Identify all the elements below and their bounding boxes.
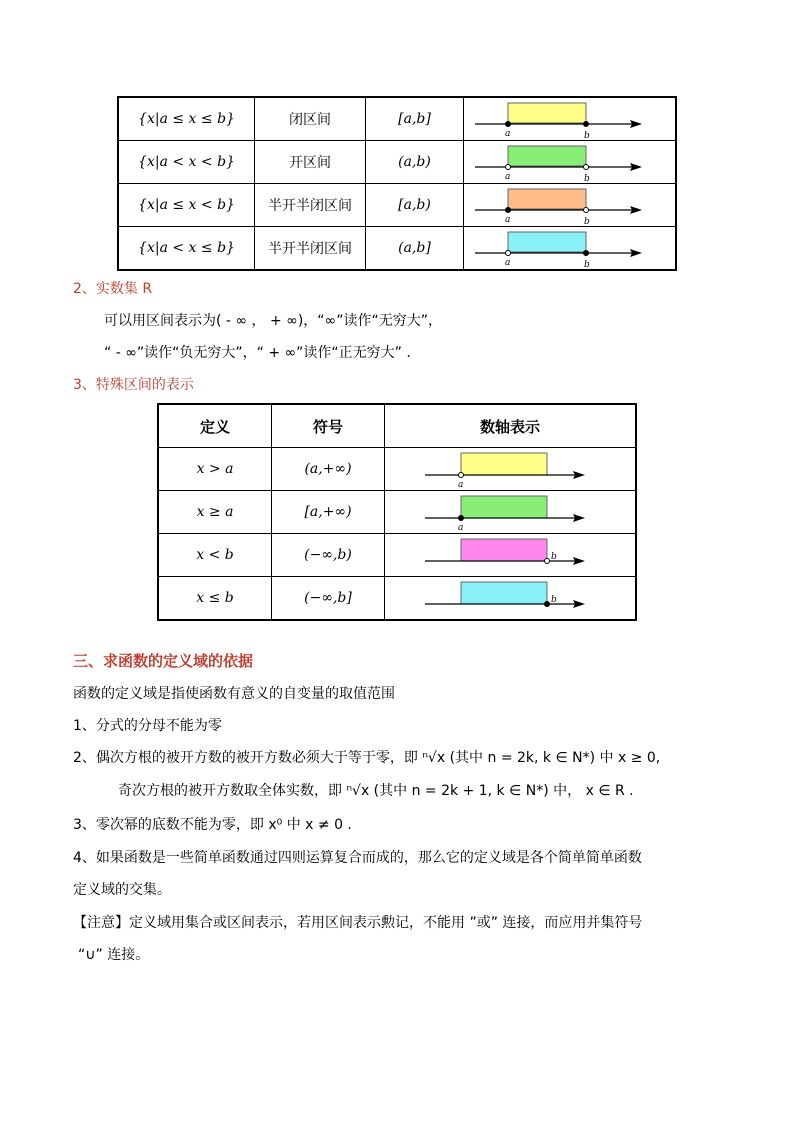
endpoint-label: b (551, 595, 557, 605)
interval-symbol: [a,+∞) (272, 491, 385, 534)
number-line-cell (385, 491, 637, 534)
endpoint-label: b (551, 552, 557, 562)
table-row (158, 448, 636, 491)
endpoint-label: a (458, 480, 464, 489)
section-2-line2: “ - ∞”读作“负无穷大”，“ + ∞”读作“正无穷大” . (104, 345, 411, 361)
endpoint-a-label: a (504, 129, 510, 139)
endpoint-b-label: b (583, 260, 590, 268)
endpoint (459, 516, 464, 521)
interval-symbol: (−∞,b] (272, 577, 385, 621)
number-line (470, 142, 670, 182)
interval-symbol: (a,+∞) (272, 448, 385, 491)
number-line (470, 99, 670, 139)
endpoint-b (583, 122, 588, 127)
table-row (158, 491, 636, 534)
part-3-intro: 函数的定义域是指使函数有意义的自变量的取值范围 (73, 686, 395, 702)
endpoint (459, 473, 464, 478)
number-line (470, 228, 670, 268)
header-definition: 定义 (158, 404, 272, 448)
header-number-line: 数轴表示 (385, 404, 637, 448)
table-row (118, 141, 676, 184)
table-row (158, 534, 636, 577)
rule-1: 1、分式的分母不能为零 (73, 718, 222, 734)
endpoint-b-label: b (583, 174, 590, 182)
interval-name: 闭区间 (255, 97, 366, 141)
set-notation: {x|a ≤ x ≤ b} (118, 97, 255, 141)
number-line (425, 535, 595, 575)
endpoint-b (583, 165, 588, 170)
interval-fill (461, 582, 547, 604)
table-row (118, 97, 676, 141)
definition: x ≥ a (158, 491, 272, 534)
endpoint-b-label: b (583, 131, 590, 139)
interval-name: 半开半闭区间 (255, 227, 366, 271)
number-line-cell (385, 577, 637, 621)
header-symbol: 符号 (272, 404, 385, 448)
endpoint-b (583, 251, 588, 256)
interval-table (117, 96, 677, 271)
number-line (470, 185, 670, 225)
endpoint-a-label: a (504, 215, 510, 225)
endpoint (545, 559, 550, 564)
number-line-cell (385, 448, 637, 491)
interval-fill (461, 539, 547, 561)
interval-notation: [a,b] (366, 97, 464, 141)
part-3-heading: 三、求函数的定义域的依据 (73, 652, 254, 670)
section-2-line1: 可以用区间表示为( - ∞ ， + ∞)，“∞”读作“无穷大”， (104, 313, 442, 329)
interval-notation: (a,b) (366, 141, 464, 184)
endpoint-a (505, 208, 510, 213)
number-line-cell (464, 97, 677, 141)
definition: x ≤ b (158, 577, 272, 621)
endpoint-a (505, 122, 510, 127)
number-line-cell (464, 141, 677, 184)
interval-notation: (a,b] (366, 227, 464, 271)
interval-name: 半开半闭区间 (255, 184, 366, 227)
rule-2a: 2、偶次方根的被开方数的被开方数必须大于等于零，即 ⁿ√x (其中 n = 2k, k ∈ N*) 中 x ≥ 0, (73, 750, 661, 766)
interval-fill (461, 453, 547, 475)
note-line-2: “∪” 连接。 (78, 947, 150, 963)
endpoint-label: a (458, 523, 464, 532)
section-3-heading: 3、特殊区间的表示 (73, 377, 194, 393)
rule-2b: 奇次方根的被开方数取全体实数，即 ⁿ√x (其中 n = 2k + 1, k ∈ N*) 中， x ∈ R . (118, 783, 634, 799)
endpoint-a-label: a (504, 172, 510, 182)
definition: x > a (158, 448, 272, 491)
interval-notation: [a,b) (366, 184, 464, 227)
interval-fill (508, 146, 586, 166)
endpoint (545, 602, 550, 607)
rule-4b: 定义域的交集。 (73, 882, 171, 898)
table-row (158, 577, 636, 621)
table-header-row (158, 404, 636, 448)
interval-fill (461, 496, 547, 518)
number-line-cell (464, 227, 677, 271)
endpoint-a (505, 165, 510, 170)
number-line-cell (385, 534, 637, 577)
number-line (425, 492, 595, 532)
set-notation: {x|a ≤ x < b} (118, 184, 255, 227)
special-interval-table (157, 403, 637, 621)
interval-fill (508, 189, 586, 209)
interval-symbol: (−∞,b) (272, 534, 385, 577)
table-row (118, 227, 676, 271)
endpoint-a-label: a (504, 258, 510, 268)
set-notation: {x|a < x < b} (118, 141, 255, 184)
note-line-1: 【注意】定义域用集合或区间表示，若用区间表示勲记，不能用 ”或” 连接，而应用并集符号 (73, 915, 643, 931)
section-2-heading: 2、实数集 R (73, 281, 153, 297)
interval-name: 开区间 (255, 141, 366, 184)
endpoint-b (583, 208, 588, 213)
interval-fill (508, 232, 586, 252)
set-notation: {x|a < x ≤ b} (118, 227, 255, 271)
table-row (118, 184, 676, 227)
number-line (425, 578, 595, 618)
endpoint-b-label: b (583, 217, 590, 225)
rule-4a: 4、如果函数是一些简单函数通过四则运算复合而成的，那么它的定义域是各个简单简单函数 (73, 850, 642, 866)
number-line-cell (464, 184, 677, 227)
definition: x < b (158, 534, 272, 577)
interval-fill (508, 103, 586, 123)
endpoint-a (505, 251, 510, 256)
rule-3: 3、零次幂的底数不能为零，即 x⁰ 中 x ≠ 0 . (73, 817, 352, 833)
number-line (425, 449, 595, 489)
